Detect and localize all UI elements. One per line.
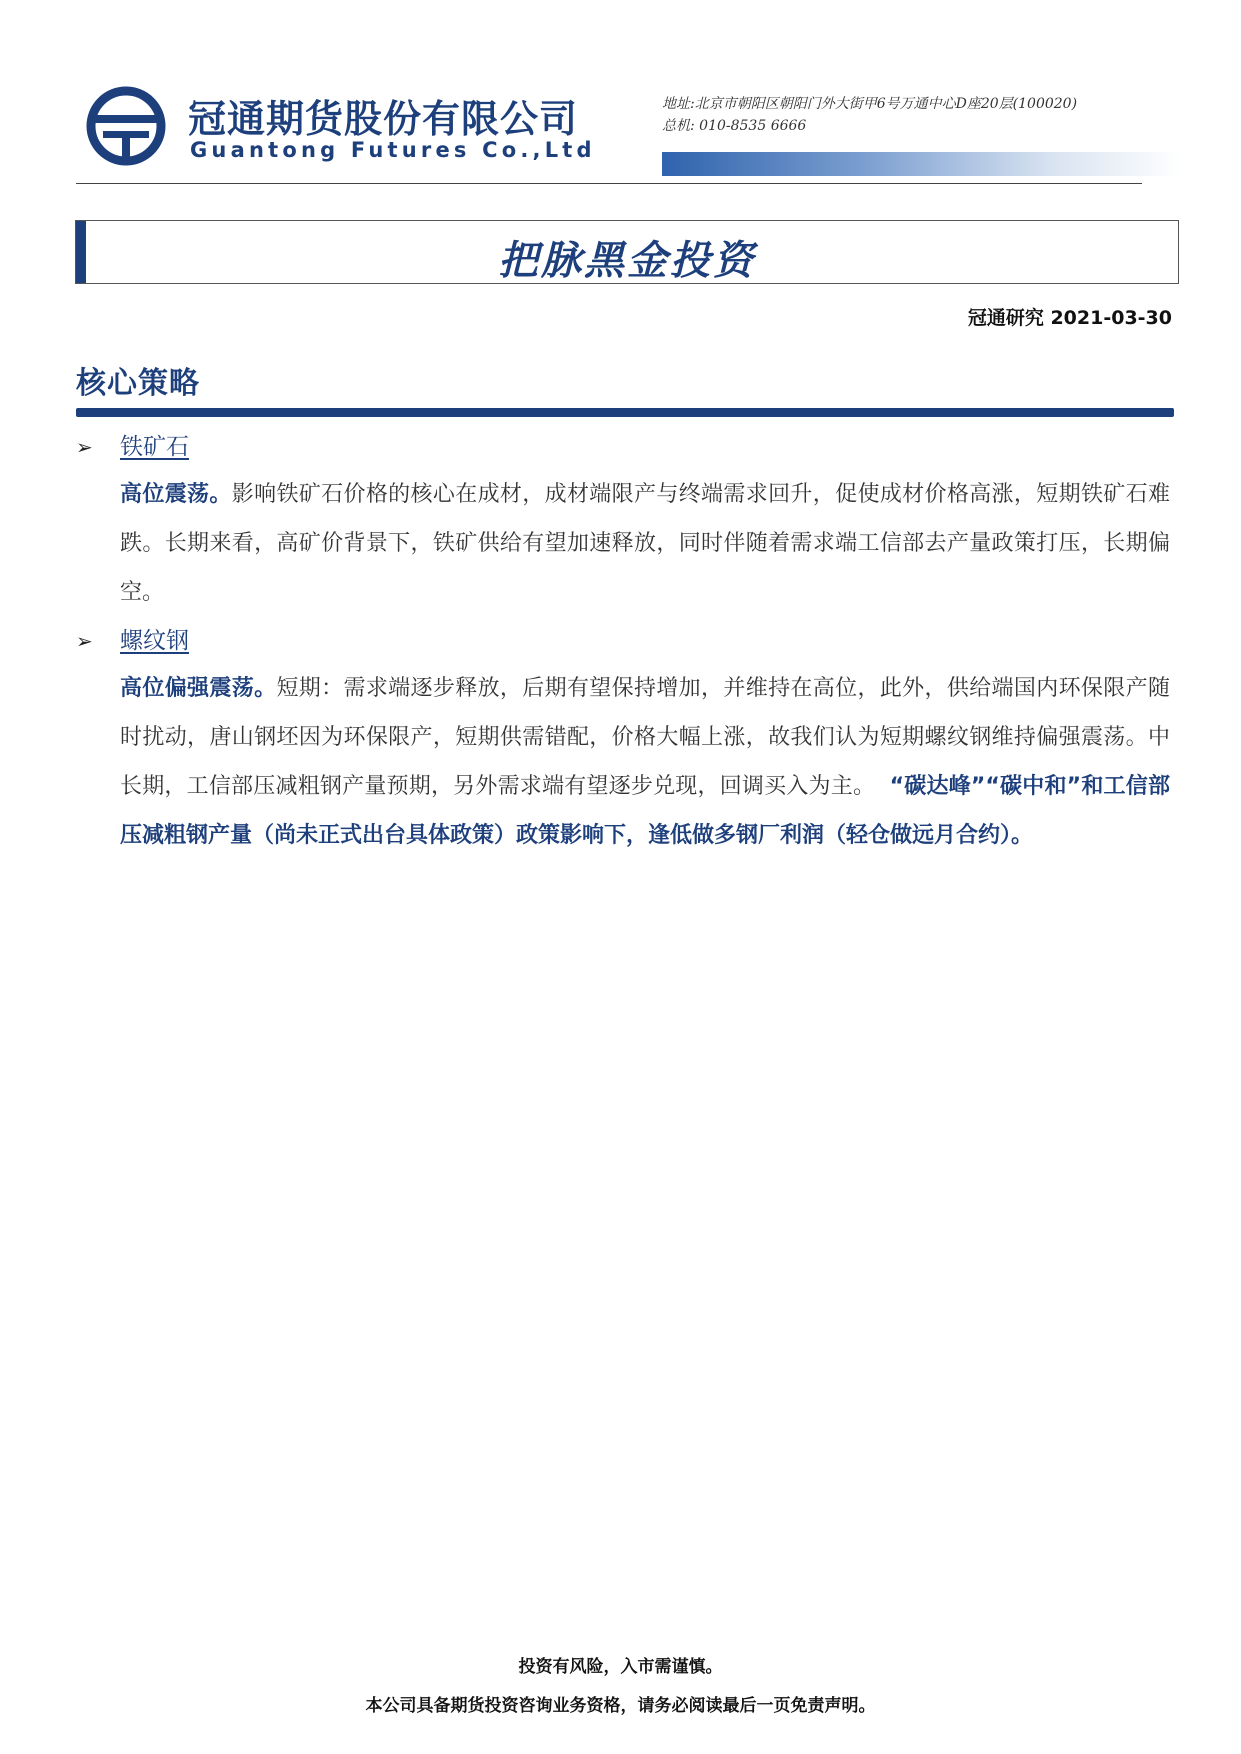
item-paragraph [120,470,1170,617]
strategy-item-rebar [76,622,189,655]
company-name-en: Guantong Futures Co.,Ltd [190,138,596,162]
section-divider [76,408,1174,417]
item-body: 短期：需求端逐步释放，后期有望保持增加，并维持在高位，此外，供给端国内环保限产随时扰动，唐山钢坯因为环保限产，短期供需错配，价格大幅上涨，故我们认为短期螺纹钢维持偏强震荡。中长期，工信部压减粗钢产量预期，另外需求端有望逐步兑现，回调买入为主。 [120,676,1170,799]
contact-info [662,93,1077,137]
report-title: 把脉黑金投资 [498,238,756,284]
company-logo-icon [86,86,166,166]
report-title-box [75,220,1179,284]
company-name-cn: 冠通期货股份有限公司 [188,97,579,141]
item-lead: 高位震荡。 [120,482,232,507]
company-address: 地址:北京市朝阳区朝阳门外大街甲6号万通中心D座20层(100020) [662,96,1078,112]
bullet-arrow-icon: ➢ [76,629,93,653]
header-divider [76,183,1142,184]
header-gradient-bar [662,152,1182,176]
report-source-date: 冠通研究 2021-03-30 [967,307,1172,329]
item-paragraph [120,664,1170,860]
risk-warning: 投资有风险，入市需谨慎。 [518,1657,723,1677]
item-lead: 高位偏强震荡。 [120,676,277,701]
bullet-arrow-icon: ➢ [76,435,93,459]
item-name: 铁矿石 [120,434,189,460]
company-phone: 总机: 010-8535 6666 [662,118,807,134]
strategy-item-iron-ore [76,428,189,461]
item-body: 影响铁矿石价格的核心在成材，成材端限产与终端需求回升，促使成材价格高涨，短期铁矿石难跌。长期来看，高矿价背景下，铁矿供给有望加速释放，同时伴随着需求端工信部去产量政策打压，长期偏空。 [120,482,1170,605]
item-emphasis: “碳达峰”“碳中和”和工信部压减粗钢产量（尚未正式出台具体政策）政策影响下，逢低做多钢厂利润（轻仓做远月合约）。 [120,774,1170,848]
item-name: 螺纹钢 [120,628,189,654]
section-title: 核心策略 [76,366,200,401]
disclaimer-note: 本公司具备期货投资咨询业务资格，请务必阅读最后一页免责声明。 [365,1696,876,1716]
